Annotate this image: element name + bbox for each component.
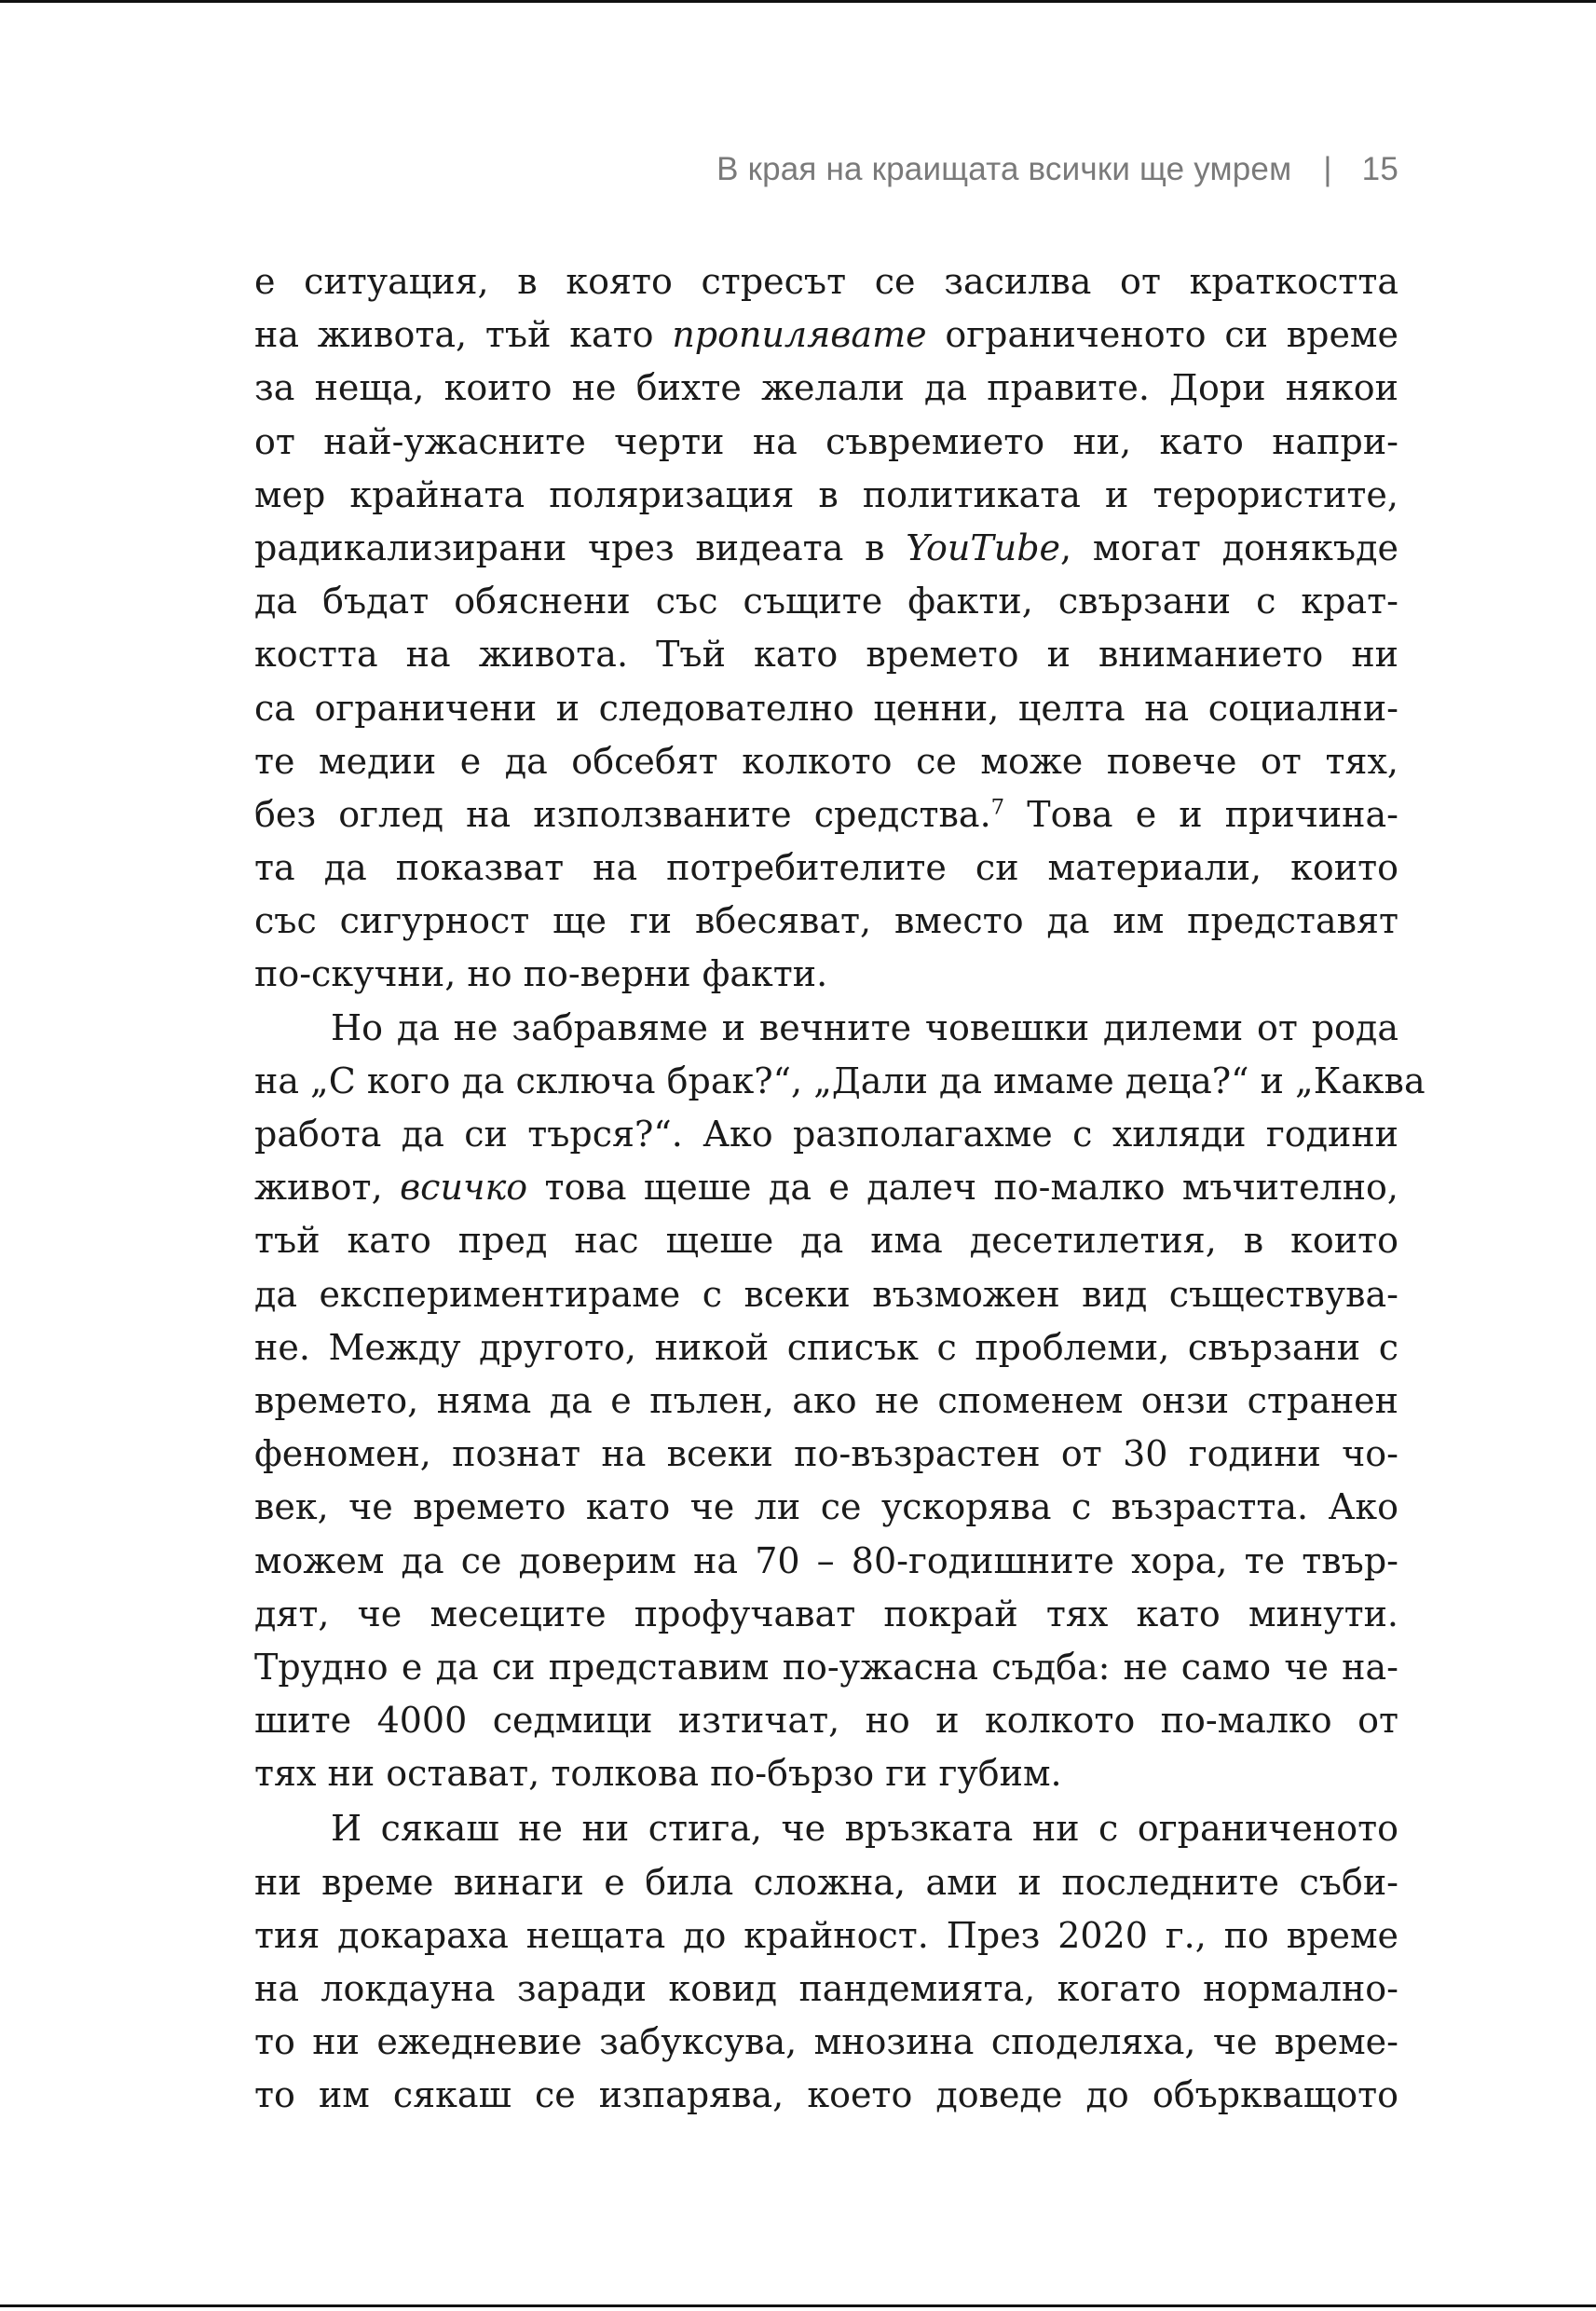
bottom-border [0,2304,1596,2307]
page-number: 15 [1361,151,1398,187]
text-line [254,1161,1398,1214]
text-fragment: без оглед на използваните средства. [254,793,991,835]
emphasis-text: YouTube [906,526,1061,568]
text-line: дят, че месеците профучават покрай тях като минути. [254,1593,1398,1634]
text-fragment: това щеше да е далеч по-малко мъчително, [527,1167,1398,1209]
text-line: работа да си търся?“. Ако разполагахме с хиляди години [254,1114,1398,1155]
text-line: костта на живота. Тъй като времето и вниманието ни [254,634,1398,676]
text-line: ни време винаги е била сложна, ами и последните съби- [254,1861,1398,1903]
text-line: със сигурност ще ги вбесяват, вместо да им представят [254,900,1398,942]
top-border [0,0,1596,3]
text-line: тях ни остават, толкова по-бързо ги губим. [254,1753,1062,1795]
text-line: мер крайната поляризация в политиката и терористите, [254,473,1398,515]
text-line [254,788,1398,841]
text-fragment: , могат донякъде [1060,526,1398,568]
text-line [254,308,1398,362]
text-line: век, че времето като че ли се ускорява с възрастта. Ако [254,1486,1398,1528]
text-line: е ситуация, в която стресът се засилва от краткостта [254,261,1398,302]
footnote-reference: 7 [990,795,1005,820]
text-line: на „С кого да сключа брак?“, „Дали да имаме деца?“ и „Каква [254,1060,1425,1101]
emphasis-text: пропилявате [672,314,927,356]
paragraph-first-line: И сякаш не ни стига, че връзката ни с ограниченото [331,1808,1398,1850]
text-line: на локдауна заради ковид пандемията, когато нормално- [254,1968,1398,2009]
body-text [254,255,1425,2123]
text-line: то им сякаш се изпарява, което доведе до объркващото [254,2074,1398,2116]
text-line: феномен, познат на всеки по-възрастен от 30 години чо- [254,1433,1398,1475]
text-fragment: живот, [254,1167,401,1209]
text-line: не. Между другото, никой списък с проблеми, свързани с [254,1326,1398,1368]
running-head-title: В края на краищата всички ще умрем [716,151,1292,187]
paragraph-first-line: Но да не забравяме и вечните човешки дилеми от рода [331,1006,1398,1048]
emphasis-text: всичко [400,1167,528,1209]
text-line: то ни ежедневие забуксува, мнозина споделяха, че време- [254,2021,1398,2063]
text-line: от най-ужасните черти на съвремието ни, като напри- [254,420,1398,462]
text-line: тъй като пред нас щеше да има десетилетия, в които [254,1220,1398,1262]
text-line: шите 4000 седмици изтичат, но и колкото по-малко от [254,1700,1398,1742]
text-line: за неща, които не бихте желали да правите. Дори някои [254,367,1398,409]
text-line: да експериментираме с всеки възможен вид съществува- [254,1273,1398,1315]
text-line: по-скучни, но по-верни факти. [254,953,828,995]
text-fragment: на живота, тъй като [254,314,673,356]
text-line: Трудно е да си представим по-ужасна съдба: не само че на- [254,1646,1398,1688]
text-line: времето, няма да е пълен, ако не споменем онзи странен [254,1379,1398,1421]
text-line: можем да се доверим на 70 – 80-годишните хора, те твър- [254,1539,1398,1581]
text-line: те медии е да обсебят колкото се може повече от тях, [254,740,1398,782]
text-fragment: ограниченото си време [926,314,1398,356]
text-line: тия докараха нещата до крайност. През 2020 г., по време [254,1914,1398,1956]
text-line: да бъдат обяснени със същите факти, свързани с крат- [254,581,1398,622]
text-line: са ограничени и следователно ценни, целта на социални- [254,687,1398,729]
running-head [716,151,1398,188]
text-line: та да показват на потребителите си материали, които [254,847,1398,889]
text-line [254,522,1398,575]
text-fragment: Това е и причина- [1004,793,1399,835]
text-fragment: радикализирани чрез видеата в [254,526,907,568]
running-head-separator: | [1323,151,1332,187]
